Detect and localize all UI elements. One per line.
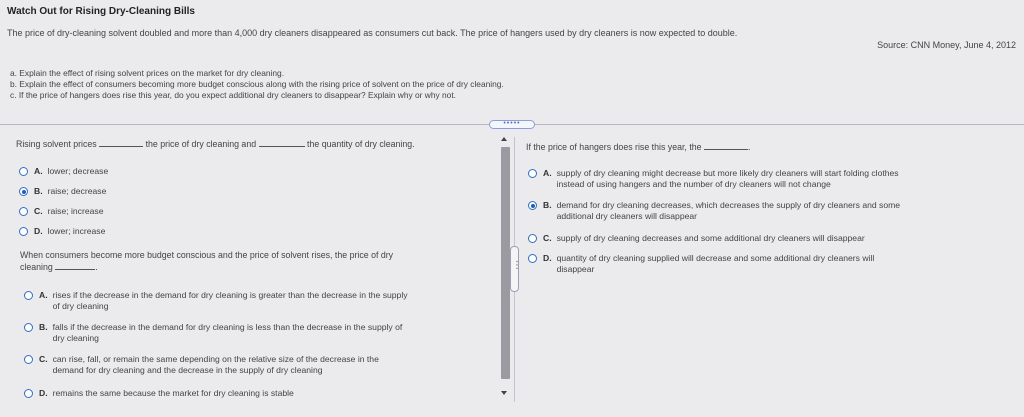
option-letter: B.: [39, 322, 48, 332]
option-letter: A.: [34, 166, 43, 176]
option-letter: C.: [34, 206, 43, 216]
left-pane: [0, 128, 498, 417]
option-letter: D.: [34, 226, 43, 236]
option-text: demand for dry cleaning decreases, which decreases the supply of dry cleaners and some additional dry cleaners will disappear: [556, 200, 901, 221]
scroll-up-arrow-icon[interactable]: [501, 137, 507, 141]
q2-option-d[interactable]: [24, 388, 294, 399]
q1-part1: Rising solvent prices: [16, 139, 97, 149]
radio-button-selected[interactable]: [528, 201, 537, 210]
q2-blank[interactable]: [55, 261, 95, 270]
option-letter: C.: [543, 233, 552, 243]
option-text: remains the same because the market for dry cleaning is stable: [52, 388, 294, 398]
option-letter: B.: [34, 186, 43, 196]
q1-option-d[interactable]: [19, 226, 105, 237]
radio-button[interactable]: [19, 207, 28, 216]
radio-button-selected[interactable]: [19, 187, 28, 196]
option-text: can rise, fall, or remain the same depending on the relative size of the decrease in the demand for dry cleaning and the decrease in the supply of dry cleaning: [52, 354, 379, 375]
radio-button[interactable]: [24, 389, 33, 398]
option-text: lower; increase: [47, 226, 106, 236]
q1-blank-2[interactable]: [259, 138, 305, 147]
option-text: lower; decrease: [47, 166, 109, 176]
radio-button[interactable]: [24, 323, 33, 332]
article-description: The price of dry-cleaning solvent doubled and more than 4,000 dry cleaners disappeared as consumers cut back. The price of hangers used by dry cleaners is now expected to double.: [7, 28, 738, 38]
option-letter: A.: [39, 290, 48, 300]
q3-prompt: If the price of hangers does rise this year, the .: [526, 142, 751, 152]
option-text: quantity of dry cleaning supplied will decrease and some additional dry cleaners will disappear: [556, 253, 875, 274]
radio-button[interactable]: [24, 291, 33, 300]
q1-option-c[interactable]: [19, 206, 103, 217]
option-text: raise; increase: [47, 206, 104, 216]
q1-prompt: [16, 138, 415, 150]
option-text: raise; decrease: [47, 186, 107, 196]
radio-button[interactable]: [24, 355, 33, 364]
option-text: supply of dry cleaning decreases and some additional dry cleaners will disappear: [556, 233, 865, 243]
scroll-down-arrow-icon[interactable]: [501, 391, 507, 395]
q2-option-b[interactable]: [24, 322, 402, 344]
question-list: [10, 68, 504, 101]
option-text: rises if the decrease in the demand for dry cleaning is greater than the decrease in the supply of dry cleaning: [52, 290, 408, 311]
option-letter: B.: [543, 200, 552, 210]
q2-line-1: When consumers become more budget conscious and the price of solvent rises, the price of dry: [20, 250, 394, 260]
scroll-thumb[interactable]: [501, 147, 510, 379]
radio-button[interactable]: [528, 254, 537, 263]
q2-option-a[interactable]: [24, 290, 408, 312]
resize-handle[interactable]: •••••: [489, 120, 535, 129]
q2-prompt: When consumers become more budget conscious and the price of solvent rises, the price of dry cleaning .: [20, 250, 394, 272]
option-letter: C.: [39, 354, 48, 364]
q1-part3: the quantity of dry cleaning.: [307, 139, 415, 149]
option-text: falls if the decrease in the demand for dry cleaning is less than the decrease in the supply of dry cleaning: [52, 322, 403, 343]
q1-option-b[interactable]: [19, 186, 106, 197]
radio-button[interactable]: [19, 167, 28, 176]
q2-option-c[interactable]: [24, 354, 379, 376]
q3-blank[interactable]: [704, 141, 748, 150]
radio-button[interactable]: [528, 234, 537, 243]
q2-line-2: cleaning: [20, 262, 53, 272]
q3-prompt-text: If the price of hangers does rise this year, the: [526, 142, 702, 152]
question-a: a. Explain the effect of rising solvent prices on the market for dry cleaning.: [10, 68, 285, 78]
q3-option-c[interactable]: [528, 233, 865, 244]
option-letter: D.: [39, 388, 48, 398]
option-letter: A.: [543, 168, 552, 178]
q3-option-b[interactable]: [528, 200, 900, 222]
page-title: Watch Out for Rising Dry-Cleaning Bills: [7, 6, 195, 17]
radio-button[interactable]: [19, 227, 28, 236]
q1-part2: the price of dry cleaning and: [145, 139, 257, 149]
q1-blank-1[interactable]: [99, 138, 143, 147]
q3-option-a[interactable]: [528, 168, 899, 190]
q1-option-a[interactable]: [19, 166, 108, 177]
question-b: b. Explain the effect of consumers becoming more budget conscious along with the rising price of solvent on the price of dry cleaning.: [10, 79, 504, 89]
source-citation: Source: CNN Money, June 4, 2012: [877, 40, 1016, 50]
radio-button[interactable]: [528, 169, 537, 178]
option-letter: D.: [543, 253, 552, 263]
pane-splitter-grip-icon[interactable]: [510, 246, 519, 292]
q3-option-d[interactable]: [528, 253, 874, 275]
question-c: c. If the price of hangers does rise this year, do you expect additional dry cleaners to disappear? Explain why or why not.: [10, 90, 456, 100]
option-text: supply of dry cleaning might decrease but more likely dry cleaners will start folding clothes instead of using hangers and the number of dry cleaners will not change: [556, 168, 899, 189]
